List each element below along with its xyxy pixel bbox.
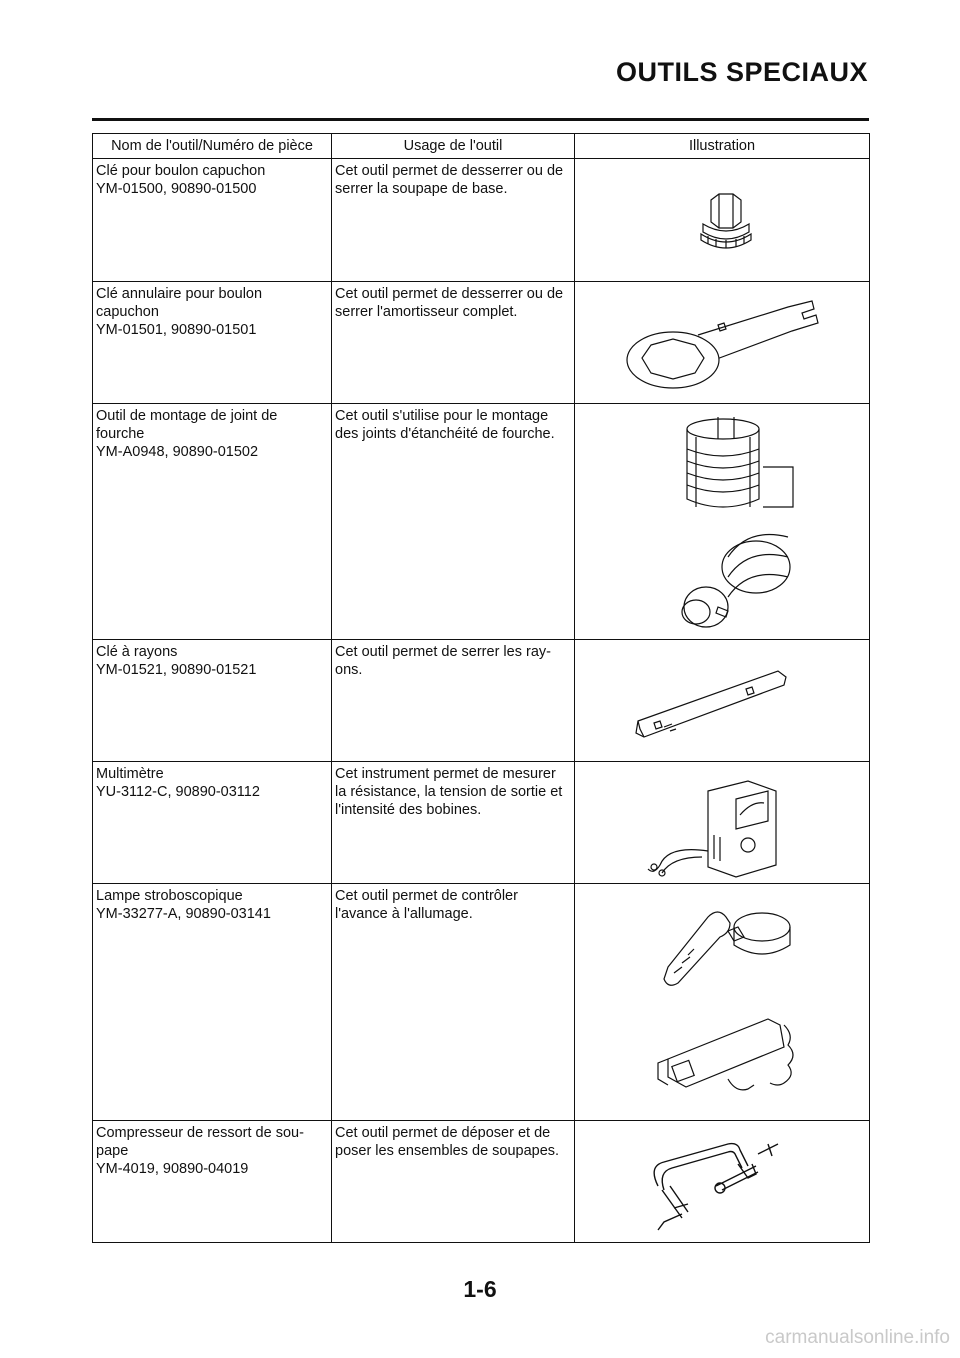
fork-seal-driver-icon — [578, 407, 871, 636]
tool-usage-cell — [332, 159, 575, 282]
illustration-cell — [575, 1121, 870, 1243]
tool-name-cell — [93, 159, 332, 282]
usage-line: Cet outil permet de déposer et de — [335, 1125, 551, 1141]
usage-line: poser les ensembles de soupapes. — [335, 1143, 560, 1159]
part-number: YM-01501, 90890-01501 — [96, 322, 257, 338]
header-rule — [92, 118, 869, 121]
multimeter-icon — [578, 765, 871, 880]
tool-name-cell — [93, 404, 332, 640]
usage-line: l'intensité des bobines. — [335, 802, 482, 818]
cap-bolt-ring-wrench-icon — [578, 285, 871, 400]
timing-light-icon — [578, 887, 871, 1117]
tool-usage-cell — [332, 640, 575, 762]
usage-line: des joints d'étanchéité de fourche. — [335, 426, 555, 442]
part-number: YM-33277-A, 90890-03141 — [96, 906, 271, 922]
usage-line: ons. — [335, 662, 363, 678]
part-number: YM-01500, 90890-01500 — [96, 181, 257, 197]
illustration-cell — [575, 762, 870, 884]
part-number: YM-4019, 90890-04019 — [96, 1161, 249, 1177]
tool-name: pape — [96, 1143, 129, 1159]
watermark-text: carmanualsonline.info — [765, 1327, 950, 1348]
tool-name-cell — [93, 884, 332, 1121]
usage-line: serrer l'amortisseur complet. — [335, 304, 518, 320]
illustration-cell — [575, 884, 870, 1121]
table-row — [93, 404, 870, 640]
tool-name: Lampe stroboscopique — [96, 888, 243, 904]
tool-name-cell — [93, 282, 332, 404]
tool-usage-cell — [332, 282, 575, 404]
table-row — [93, 159, 870, 282]
table-row — [93, 762, 870, 884]
tool-usage-cell — [332, 762, 575, 884]
tool-name: Multimètre — [96, 766, 164, 782]
usage-line: Cet outil permet de desserrer ou de — [335, 163, 564, 179]
usage-line: serrer la soupape de base. — [335, 181, 508, 197]
page-number: 1-6 — [463, 1276, 497, 1302]
usage-line: Cet outil s'utilise pour le montage — [335, 408, 549, 424]
valve-spring-compressor-icon — [578, 1124, 871, 1239]
tool-usage-cell — [332, 404, 575, 640]
column-header-name: Nom de l'outil/Numéro de pièce — [93, 134, 332, 159]
table-row — [93, 1121, 870, 1243]
special-tools-table — [92, 133, 870, 1243]
usage-line: Cet instrument permet de mesurer — [335, 766, 556, 782]
illustration-cell — [575, 640, 870, 762]
tool-name: Clé pour boulon capuchon — [96, 163, 266, 179]
table-row — [93, 282, 870, 404]
cap-bolt-wrench-icon — [578, 162, 871, 278]
tool-usage-cell — [332, 1121, 575, 1243]
tool-name-cell — [93, 762, 332, 884]
usage-line: l'avance à l'allumage. — [335, 906, 473, 922]
page-title: OUTILS SPECIAUX — [615, 57, 868, 87]
usage-line: Cet outil permet de serrer les ray- — [335, 644, 551, 660]
part-number: YM-01521, 90890-01521 — [96, 662, 257, 678]
part-number: YM-A0948, 90890-01502 — [96, 444, 259, 460]
column-header-illustration: Illustration — [575, 134, 870, 159]
illustration-cell — [575, 282, 870, 404]
usage-line: Cet outil permet de contrôler — [335, 888, 518, 904]
tool-usage-cell — [332, 884, 575, 1121]
tool-name: Compresseur de ressort de sou- — [96, 1125, 304, 1141]
table-header-row — [93, 134, 870, 159]
illustration-cell — [575, 404, 870, 640]
table-row — [93, 884, 870, 1121]
usage-line: la résistance, la tension de sortie et — [335, 784, 563, 800]
illustration-cell — [575, 159, 870, 282]
spoke-wrench-icon — [578, 643, 871, 758]
tool-name-cell — [93, 1121, 332, 1243]
part-number: YU-3112-C, 90890-03112 — [96, 784, 260, 800]
table-row — [93, 640, 870, 762]
column-header-usage: Usage de l'outil — [332, 134, 575, 159]
usage-line: Cet outil permet de desserrer ou de — [335, 286, 564, 302]
tool-name-cell — [93, 640, 332, 762]
tool-name: Clé annulaire pour boulon capuchon — [96, 286, 263, 320]
tool-name: Outil de montage de joint de fourche — [96, 408, 278, 442]
tool-name: Clé à rayons — [96, 644, 178, 660]
